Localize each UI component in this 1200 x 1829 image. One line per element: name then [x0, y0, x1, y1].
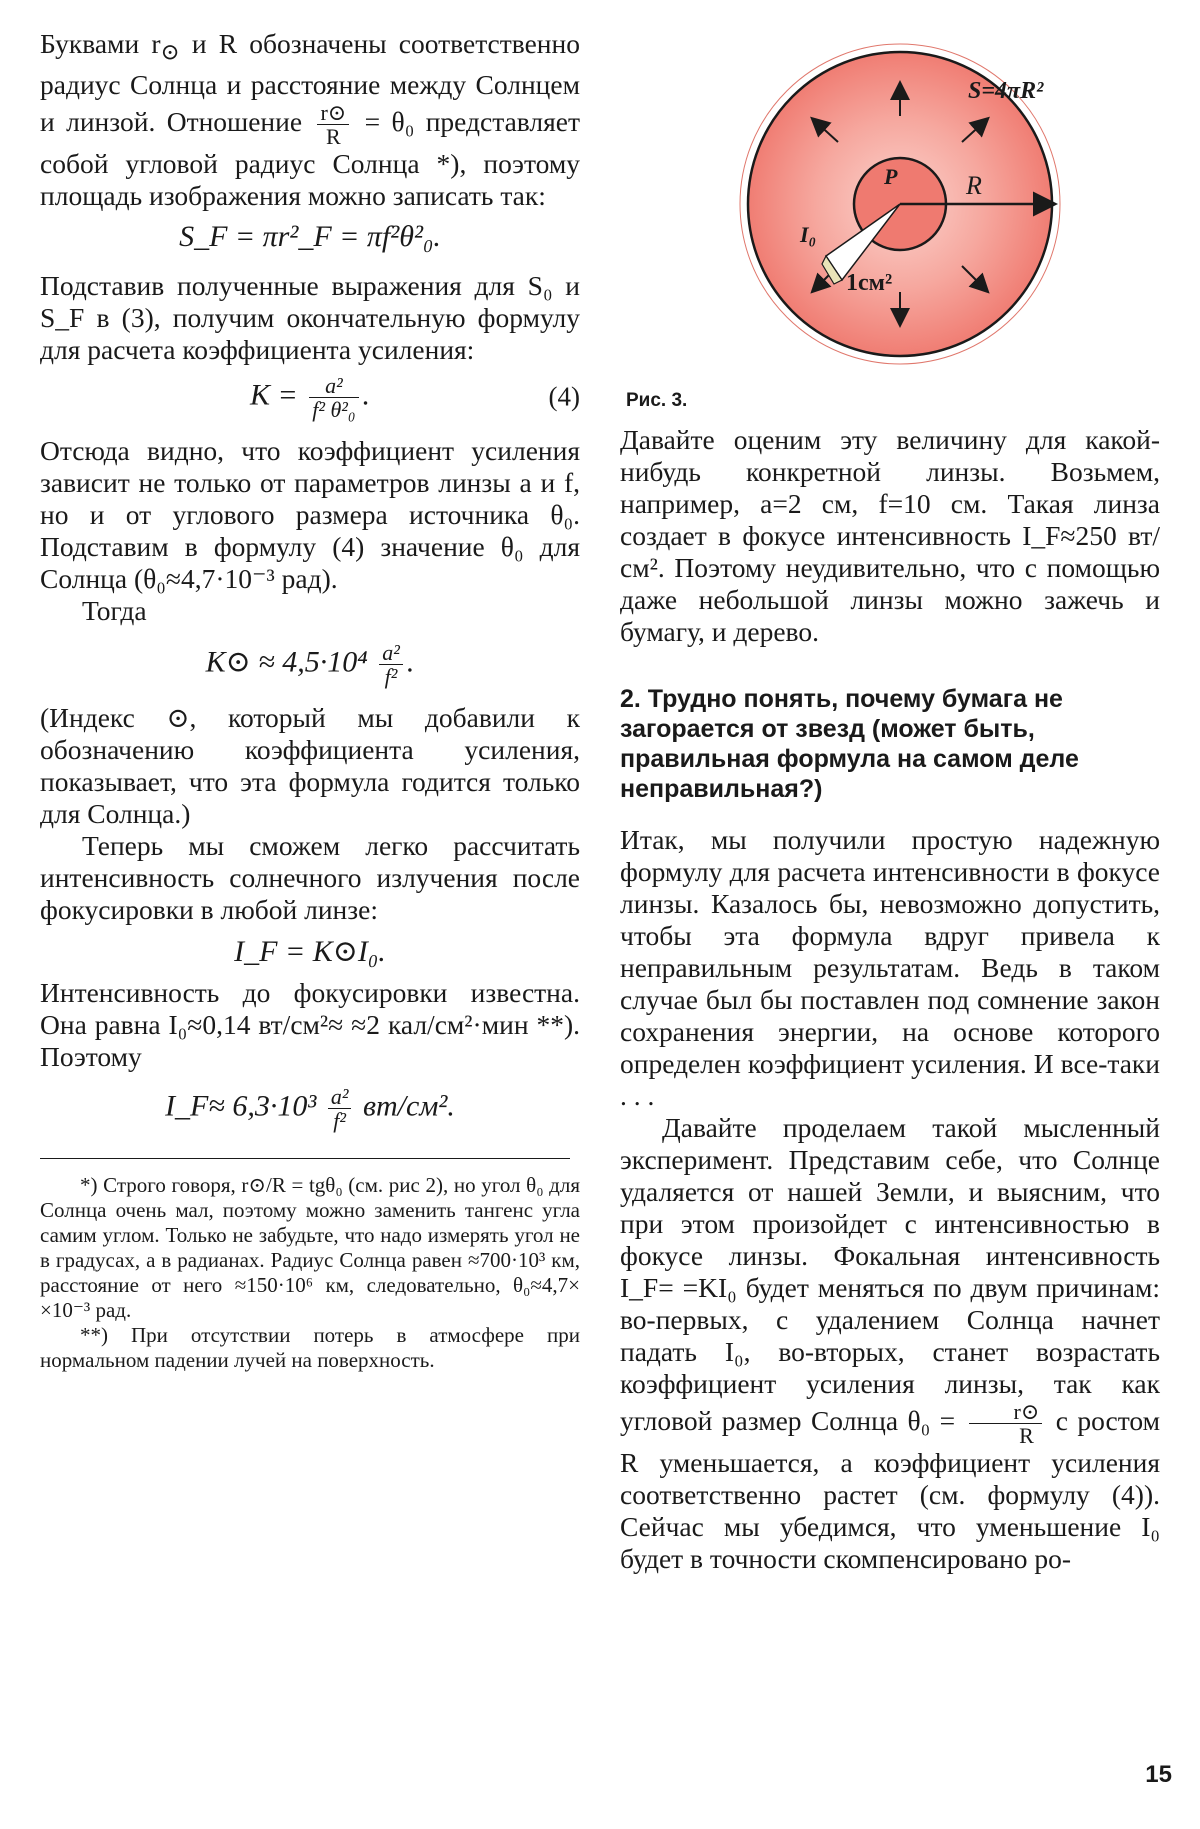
equation-number: (4) — [548, 381, 580, 412]
equation-image-area: S_F = πr²_F = πf²θ²₀. — [179, 219, 441, 253]
paragraph-substitution: Подставив полученные выражения для S₀ и S_F в (3), получим окончательную формулу для расчета коэффициента усиления: — [40, 269, 580, 365]
equation-k-sun: K⊙ ≈ 4,5·10⁴ $\frac{\text{a²}}{\text{f²}}$ . — [205, 639, 415, 689]
radiation-sphere-diagram — [620, 28, 1160, 388]
equation-focal-intensity-value: I_F≈ 6,3·10³ $\frac{\text{a²}}{\text{f²}}$ вт/см². — [165, 1084, 455, 1134]
intensity-label-I0: I₀ — [800, 222, 817, 247]
left-column — [40, 28, 580, 1373]
page-number: 15 — [1145, 1761, 1172, 1788]
area-label-S: S=4πR² — [968, 78, 1044, 104]
area-label-1cm2: 1см² — [846, 270, 893, 296]
footnote-1: *) Строго говоря, r⊙/R = tgθ₀ (см. рис 2), но угол θ₀ для Солнца очень мал, поэтому можно заменить тангенс угла самим углом. Только не забудьте, что надо измерять угол не в градусах, а в радианах. Радиус Солнца равен ≈700·10³ км, расстояние от него ≈150·10⁶ км, следовательно, θ₀≈4,7× ×10⁻³ рад. — [40, 1173, 580, 1323]
paragraph-calculate: Теперь мы сможем легко рассчитать интенсивность солнечного излучения после фокусировки в любой линзе: — [40, 830, 580, 926]
paragraph-thought-experiment: Давайте проделаем такой мысленный эксперимент. Представим себе, что Солнце удаляется от нашей Земли, и выясним, что при этом произойдет с интенсивностью в фокусе линзы. Фокальная интенсивность I_F= =KI₀ будет меняться по двум причинам: во-первых, с удалением Солнца начнет падать I₀, во-вторых, станет возрастать коэффициент усиления линзы, так как угловой размер Солнца θ₀ = $\frac{r⊙}{R}$ с ростом R уменьшается, а коэффициент усиления соответственно растет (см. формулу (4)). Сейчас мы убедимся, что уменьшение I₀ будет в точности скомпенсировано ро- — [620, 1112, 1161, 1575]
paragraph-then: Тогда — [82, 594, 147, 626]
section-heading: 2. Трудно понять, почему бумага не загорается от звезд (может быть, правильная формула на самом деле неправильная?) — [620, 685, 1079, 803]
footnote-divider — [40, 1158, 570, 1159]
figure-3 — [620, 28, 1160, 388]
point-label-P: P — [884, 164, 898, 189]
right-column — [620, 28, 1160, 1575]
fraction-r-over-R-2: $\frac{r⊙}{R}$ — [969, 1400, 1043, 1447]
equation-4: K = $\frac{\text{a²}}{\text{f² θ²₀}}$ . (4) — [249, 372, 580, 422]
paragraph-definitions: Буквами $r_⊙$ и R обозначены соответственно радиус Солнца и расстояние между Солнцем и линзой. Отношение $\frac{r⊙}{R}$ = θ₀ представляет собой угловой радиус Солнца *), поэтому площадь изображения можно записать так: — [40, 28, 581, 211]
paragraph-formula-reliability: Итак, мы получили простую надежную формулу для расчета интенсивности в фокусе линзы. Казалось бы, невозможно допустить, чтобы эта формула вдруг привела к неправильным результатам. Ведь в таком случае был бы поставлен под сомнение закон сохранения энергии, на основе которого определен коэффициент усиления. И все-таки . . . — [620, 824, 1160, 1111]
fraction-r-over-R: $\frac{r⊙}{R}$ — [317, 101, 349, 148]
paragraph-known-intensity: Интенсивность до фокусировки известна. Она равна I₀≈0,14 вт/см²≈ ≈2 кал/см²·мин **). Поэтому — [40, 977, 580, 1073]
radius-label-R: R — [966, 171, 982, 200]
figure-caption: Рис. 3. — [626, 390, 688, 411]
paragraph-index-note: (Индекс ⊙, который мы добавили к обозначению коэффициента усиления, показывает, что эта формула годится только для Солнца.) — [40, 702, 580, 830]
equation-focal-intensity: I_F = K⊙I₀. — [234, 935, 386, 969]
paragraph-estimate: Давайте оценим эту величину для какой-нибудь конкретной линзы. Возьмем, например, a=2 см, f=10 см. Такая линза создает в фокусе интенсивность I_F≈250 вт/см². Поэтому неудивительно, что с помощью даже небольшой линзы можно зажечь и бумагу, и дерево. — [620, 424, 1160, 647]
footnote-2: **) При отсутствии потерь в атмосфере при нормальном падении лучей на поверхность. — [40, 1323, 580, 1373]
paragraph-dependence: Отсюда видно, что коэффициент усиления зависит не только от параметров линзы a и f, но и от углового размера источника θ₀. Подставим в формулу (4) значение θ₀ для Солнца (θ₀≈4,7·10⁻³ рад). — [40, 434, 580, 594]
